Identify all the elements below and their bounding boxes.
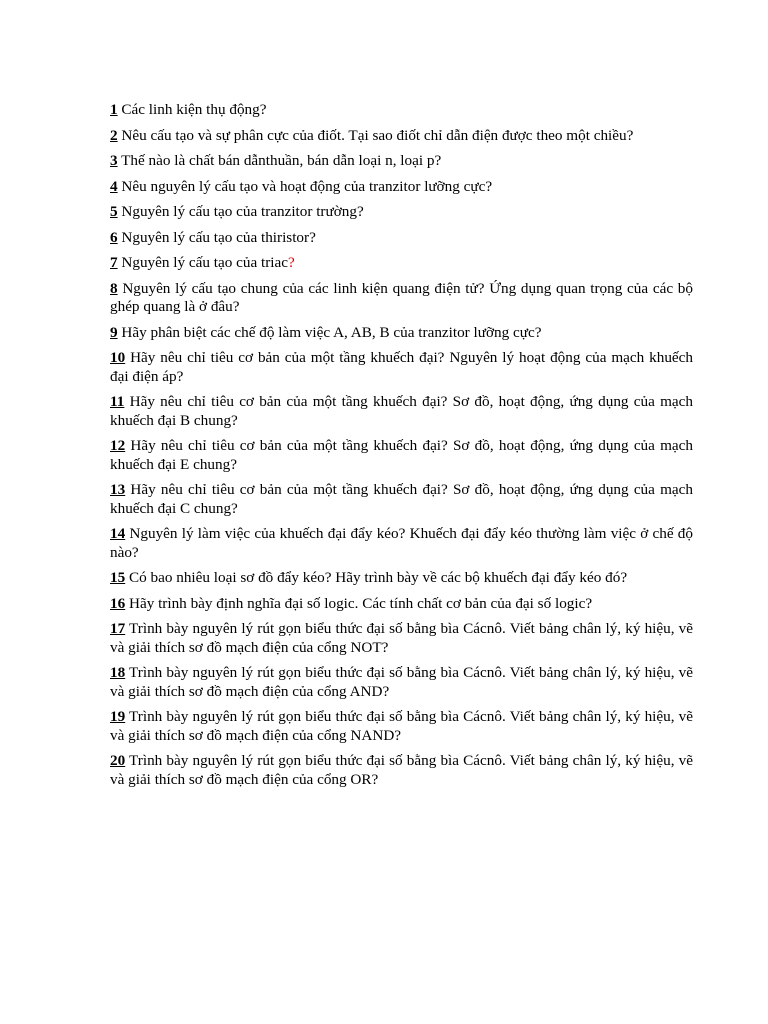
question-number: 6 bbox=[110, 228, 118, 246]
question-item bbox=[110, 324, 693, 343]
question-item bbox=[110, 437, 693, 474]
question-number: 9 bbox=[110, 323, 118, 341]
question-item bbox=[110, 254, 693, 273]
question-number: 11 bbox=[110, 393, 125, 410]
question-number: 12 bbox=[110, 437, 126, 454]
question-text: Trình bày nguyên lý rút gọn biểu thức đại số bằng bìa Cácnô. Viết bảng chân lý, ký hiệu, vẽ và giải thích sơ đồ mạch điện của cổng AND? bbox=[110, 664, 693, 700]
question-item bbox=[110, 280, 693, 317]
question-number: 14 bbox=[110, 525, 126, 542]
question-text: Nguyên lý cấu tạo của tranzitor trường? bbox=[117, 203, 364, 220]
question-text: Trình bày nguyên lý rút gọn biểu thức đại số bằng bìa Cácnô. Viết bảng chân lý, ký hiệu, vẽ và giải thích sơ đồ mạch điện của cổng NAND? bbox=[110, 708, 693, 744]
question-text: Nguyên lý cấu tạo của thiristor? bbox=[117, 228, 316, 246]
question-number: 4 bbox=[110, 177, 118, 195]
question-text: Hãy nêu chỉ tiêu cơ bản của một tầng khuếch đại? Sơ đồ, hoạt động, ứng dụng của mạch khuếch đại E chung? bbox=[110, 437, 693, 473]
question-mark-red: ? bbox=[287, 254, 295, 271]
question-text: Hãy phân biệt các chế độ làm việc A, AB, B của tranzitor lưỡng cực? bbox=[117, 323, 542, 341]
question-number: 19 bbox=[110, 708, 126, 725]
question-item bbox=[110, 127, 693, 146]
question-text: Hãy nêu chỉ tiêu cơ bản của một tầng khuếch đại? Sơ đồ, hoạt động, ứng dụng của mạch khuếch đại C chung? bbox=[110, 481, 693, 517]
question-text: Hãy nêu chỉ tiêu cơ bản của một tầng khuếch đại? Nguyên lý hoạt động của mạch khuếch đại điện áp? bbox=[110, 349, 693, 385]
question-number: 7 bbox=[110, 254, 118, 271]
question-text: Nêu cấu tạo và sự phân cực của điốt. Tại sao điốt chỉ dẫn điện được theo một chiều? bbox=[117, 126, 634, 144]
question-text: Trình bày nguyên lý rút gọn biểu thức đại số bằng bìa Cácnô. Viết bảng chân lý, ký hiệu, vẽ và giải thích sơ đồ mạch điện của cổng NOT? bbox=[110, 620, 693, 656]
question-item bbox=[110, 101, 693, 120]
question-text: Nguyên lý cấu tạo của triac bbox=[117, 254, 288, 271]
question-number: 10 bbox=[110, 349, 126, 366]
question-text: Nêu nguyên lý cấu tạo và hoạt động của tranzitor lưỡng cực? bbox=[117, 177, 493, 195]
document-page bbox=[110, 101, 693, 796]
question-number: 13 bbox=[110, 481, 126, 498]
question-number: 18 bbox=[110, 664, 126, 681]
question-item bbox=[110, 152, 693, 171]
question-text: Có bao nhiêu loại sơ đồ đẩy kéo? Hãy trình bày về các bộ khuếch đại đẩy kéo đó? bbox=[125, 569, 628, 586]
question-number: 20 bbox=[110, 752, 126, 769]
question-number: 2 bbox=[110, 126, 118, 144]
question-text: Trình bày nguyên lý rút gọn biểu thức đại số bằng bìa Cácnô. Viết bảng chân lý, ký hiệu, vẽ và giải thích sơ đồ mạch điện của cổng OR? bbox=[110, 752, 693, 788]
question-item bbox=[110, 752, 693, 789]
question-item bbox=[110, 203, 693, 222]
question-item bbox=[110, 595, 693, 614]
question-item bbox=[110, 349, 693, 386]
question-number: 5 bbox=[110, 203, 118, 220]
question-text: Nguyên lý làm việc của khuếch đại đẩy kéo? Khuếch đại đẩy kéo thường làm việc ở chế độ nào? bbox=[110, 525, 693, 561]
question-text: Thế nào là chất bán dẫnthuần, bán dẫn loại n, loại p? bbox=[117, 152, 442, 169]
question-number: 1 bbox=[110, 101, 118, 118]
question-number: 17 bbox=[110, 620, 126, 637]
question-item bbox=[110, 481, 693, 518]
question-item bbox=[110, 620, 693, 657]
question-text: Hãy trình bày định nghĩa đại số logic. Các tính chất cơ bản của đại số logic? bbox=[125, 594, 593, 612]
question-item bbox=[110, 393, 693, 430]
question-number: 3 bbox=[110, 152, 118, 169]
question-item bbox=[110, 708, 693, 745]
question-item bbox=[110, 569, 693, 588]
question-item bbox=[110, 178, 693, 197]
question-item bbox=[110, 525, 693, 562]
question-number: 8 bbox=[110, 279, 118, 297]
question-number: 16 bbox=[110, 594, 126, 612]
question-number: 15 bbox=[110, 569, 126, 586]
question-text: Nguyên lý cấu tạo chung của các linh kiện quang điện tử? Ứng dụng quan trọng của các bộ ghép quang là ở đâu? bbox=[110, 279, 693, 315]
question-text: Các linh kiện thụ động? bbox=[117, 101, 267, 118]
question-item bbox=[110, 229, 693, 248]
question-item bbox=[110, 664, 693, 701]
question-text: Hãy nêu chỉ tiêu cơ bản của một tầng khuếch đại? Sơ đồ, hoạt động, ứng dụng của mạch khuếch đại B chung? bbox=[110, 393, 693, 429]
